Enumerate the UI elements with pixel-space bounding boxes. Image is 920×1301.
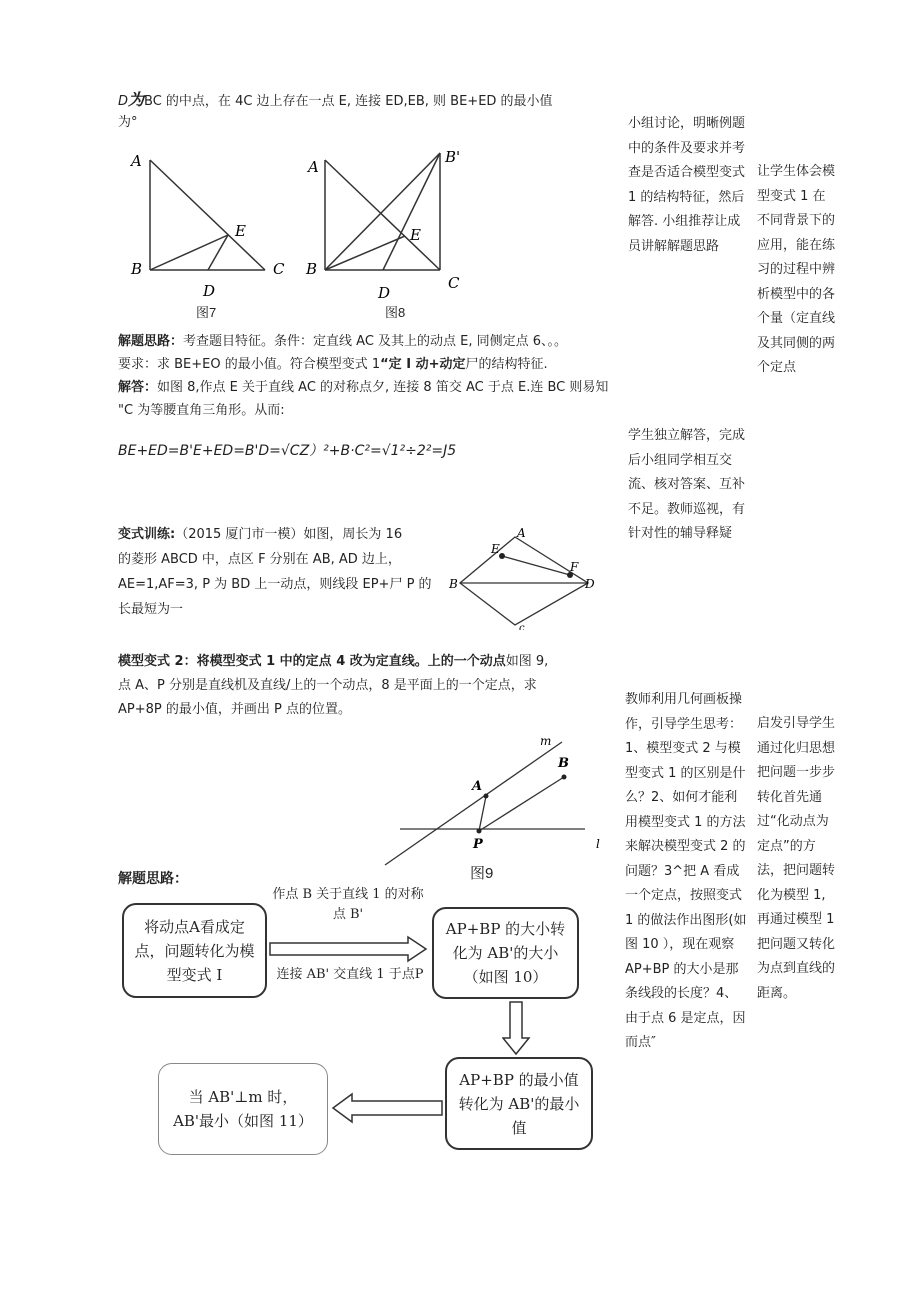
fig8-label-bprime: B' (445, 148, 461, 166)
fig8-label-b: B (306, 260, 318, 278)
flow-box-3: AP+BP 的最小值转化为 AB'的最小值 (445, 1057, 593, 1150)
flow-arrow-3 (330, 1092, 445, 1124)
flow-arrow1-bottom: 连接 AB' 交直线 1 于点P (276, 967, 424, 982)
flow-arrow-1 (268, 935, 430, 965)
rhombus-label-d: D (585, 577, 595, 591)
figure-7 (125, 148, 295, 298)
flow-box-4: 当 AB'⊥m 时，AB'最小（如图 11） (158, 1063, 328, 1155)
figure-9 (380, 730, 620, 880)
side-col1-block1: 小组讨论，明晰例题中的条件及要求并考查是否适合模型变式 1 的结构特征，然后解答. 小组推荐让成员讲解解题思路 (628, 116, 746, 254)
rhombus-label-a: A (517, 526, 526, 540)
variant-line2: 的菱形 ABCD 中，点区 F 分别在 AB, AD 边上， (118, 552, 401, 567)
model2-line3: AP+8P 的最小值，并画出 P 点的位置。 (118, 702, 351, 717)
model2-bold: 将模型变式 1 中的定点 4 改为定直线。上的一个动点 (196, 654, 506, 669)
side-col1-block3: 教师利用几何画板操作，引导学生思考：1、模型变式 2 与模型变式 1 的区别是什么？2、如何才能利用模型变式 1 的方法来解决模型变式 2 的问题？3^把 A 看成一个定点，按照变式 1 的做法作出图形(如图 10 ），现在观察 AP+BP 的大小是那条线段的长度？4、由于点 6 是定点，因而点″ (625, 692, 747, 1050)
rhombus-label-b: B (449, 577, 458, 591)
intro-wei: 为 (128, 90, 145, 109)
fig8-label-c: C (448, 274, 460, 292)
solution-idea (118, 330, 618, 422)
fig9-label-a: A (472, 779, 483, 794)
answer-formula: BE+ED=B'E+ED=B'D=√CZ）²+B·C²=√1²÷2²=J5 (118, 443, 457, 459)
intro-line2: 为° (118, 115, 138, 130)
fig7-caption: 图7 (196, 305, 217, 320)
fig9-point-a (484, 794, 489, 799)
fig7-label-e: E (235, 222, 246, 240)
model-variant-2 (118, 650, 618, 722)
flow-arrow1-top: 作点 B 关于直线 1 的对称点 B' (272, 887, 424, 922)
model2-line1-end: 如图 9, (505, 654, 549, 669)
fig8-label-e: E (410, 226, 421, 244)
fig9-label-b: B (558, 756, 569, 771)
fig8-label-d: D (378, 284, 391, 298)
variant-line3: AE=1,AF=3, P 为 BD 上一动点，则线段 EP+尸 P 的 (118, 577, 432, 592)
fig9-point-p (477, 829, 482, 834)
fig8-caption: 图8 (385, 305, 406, 320)
model2-line2: 点 A、P 分别是直线机及直线/上的一个动点，8 是平面上的一个定点，求 (118, 678, 537, 693)
solution-idea-text2c: 尸的结构特征. (465, 357, 548, 372)
side-col2-block1: 让学生体会模型变式 1 在不同背景下的应用，能在练习的过程中辨析模型中的各个量（定直线及其同侧的两个定点 (757, 164, 836, 375)
fig9-label-p: P (473, 837, 483, 852)
rhombus-figure (445, 525, 605, 630)
variant-training (118, 522, 438, 622)
fig7-label-b: B (131, 260, 143, 278)
solution-idea-text2a: 要求：求 BE+EO 的最小值。符合模型变式 1 (118, 357, 381, 372)
fig7-label-d: D (203, 282, 216, 298)
flow-box-2: AP+BP 的大小转化为 AB'的大小（如图 10） (432, 907, 579, 999)
variant-line4: 长最短为一 (118, 602, 184, 617)
point-e (499, 553, 505, 559)
figure-8 (300, 148, 470, 298)
intro-rest: BC 的中点，在 4C 边上存在一点 E, 连接 ED,EB, 则 BE+ED 的最小值 (144, 94, 553, 109)
flow-label: 解题思路： (118, 871, 188, 887)
fig8-label-a: A (308, 158, 319, 176)
variant-label: 变式训练: (118, 527, 176, 542)
variant-line1: （2015 厦门市一模）如图，周长为 16 (175, 527, 403, 542)
side-col1-block2: 学生独立解答，完成后小组同学相互交流、核对答案、互补不足。教师巡视，有针对性的辅导释疑 (628, 428, 746, 541)
rhombus-label-c: c (519, 623, 525, 630)
intro-line (118, 88, 598, 113)
model2-label: 模型变式 2： (118, 654, 197, 669)
solution-idea-label: 解题思路： (118, 334, 184, 349)
fig9-label-l: l (596, 837, 600, 851)
answer-text2: "C 为等腰直角三角形。从而: (118, 403, 285, 418)
answer-label: 解答： (118, 380, 158, 395)
solution-idea-text2b: “定 I 动+动定 (380, 357, 466, 372)
solution-idea-text1: 考查题目特征。条件：定直线 AC 及其上的动点 E, 同侧定点 6、。。 (183, 334, 568, 349)
flow-arrow-2 (502, 1000, 532, 1058)
rhombus-label-f: F (570, 560, 579, 574)
fig7-label-c: C (273, 260, 285, 278)
intro-d: D (118, 94, 129, 109)
answer-text1: 如图 8,作点 E 关于直线 AC 的对称点夕, 连接 8 笛交 AC 于点 E.连 BC 则易知 (157, 380, 609, 395)
side-col2-block2: 启发引导学生通过化归思想把问题一步步转化首先通过“化动点为定点”的方法，把问题转化为模型 1,再通过模型 1 把问题又转化为点到直线的距离。 (757, 716, 836, 1001)
rhombus-label-e: E (491, 542, 500, 556)
fig9-caption: 图9 (470, 865, 494, 882)
fig9-label-m: m (540, 734, 552, 748)
fig7-label-a: A (131, 152, 142, 170)
flow-box-1: 将动点A看成定点，问题转化为模型变式 I (122, 903, 267, 998)
fig9-point-b (562, 775, 567, 780)
